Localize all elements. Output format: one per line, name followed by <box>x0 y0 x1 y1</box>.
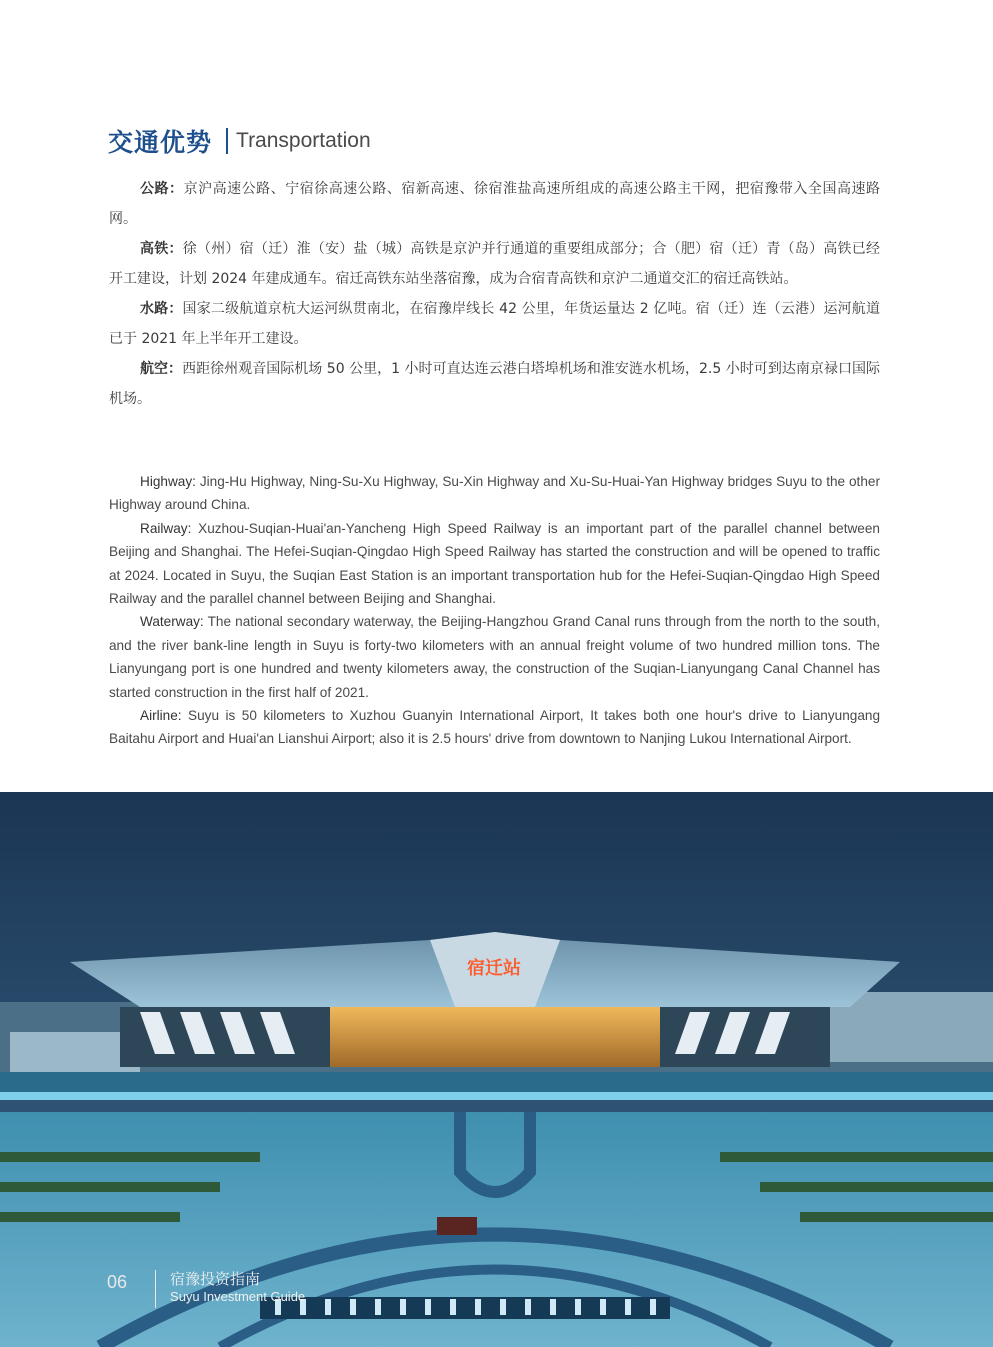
en-paragraph-airline <box>109 704 880 751</box>
footer-divider <box>155 1270 156 1308</box>
page-number: 06 <box>107 1272 128 1292</box>
en-text-waterway: The national secondary waterway, the Beijing-Hangzhou Grand Canal runs through from the north to the south, and the river bank-line length in Suyu is forty-two kilometers with an annual freight volume of two hundred million tons. The Lianyungang port is one hundred and twenty kilometers away, the construction of the Suqian-Lianyungang Canal Channel has started construction in the first half of 2021. <box>109 614 880 700</box>
cn-label-railway: 高铁： <box>140 241 183 257</box>
cn-text-railway: 徐（州）宿（迁）淮（安）盐（城）高铁是京沪并行通道的重要组成部分；合（肥）宿（迁）青（岛）高铁已经开工建设，计划 2024 年建成通车。宿迁高铁东站坐落宿豫，成为合宿青高铁和京沪二通道交汇的宿迁高铁站。 <box>109 241 881 287</box>
en-text-airline: Suyu is 50 kilometers to Xuzhou Guanyin International Airport, It takes both one hour's drive to Lianyungang Baitahu Airport and Huai'an Lianshui Airport; also it is 2.5 hours' drive from downtown to Nanjing Lukou International Airport. <box>109 708 880 747</box>
cn-paragraph-highway <box>109 174 880 234</box>
station-sign: 宿迁站 <box>467 958 521 979</box>
en-paragraph-highway <box>109 470 880 517</box>
cn-label-airline: 航空： <box>140 361 183 377</box>
en-text-highway: Jing-Hu Highway, Ning-Su-Xu Highway, Su-Xin Highway and Xu-Su-Huai-Yan Highway bridges Suyu to the other Highway around China. <box>109 474 880 513</box>
cn-text-highway: 京沪高速公路、宁宿徐高速公路、宿新高速、徐宿淮盐高速所组成的高速公路主干网，把宿豫带入全国高速路网。 <box>109 181 880 227</box>
en-label-waterway: Waterway: <box>140 614 204 630</box>
cn-paragraph-airline <box>109 354 880 414</box>
footer-title-en: Suyu Investment Guide <box>170 1289 306 1304</box>
station-illustration <box>0 792 993 1347</box>
cn-paragraph-waterway <box>109 294 880 354</box>
cn-paragraph-railway <box>109 234 880 294</box>
cn-text-waterway: 国家二级航道京杭大运河纵贯南北，在宿豫岸线长 42 公里，年货运量达 2 亿吨。宿（迁）连（云港）运河航道已于 2021 年上半年开工建设。 <box>109 301 880 347</box>
station-night-photo <box>0 792 993 1347</box>
section-header <box>108 124 371 158</box>
road-light-strip <box>0 1092 993 1100</box>
chinese-body <box>109 174 880 414</box>
cn-label-highway: 公路： <box>140 181 184 197</box>
cn-text-airline: 西距徐州观音国际机场 50 公里，1 小时可直达连云港白塔埠机场和淮安涟水机场，2.5 小时可到达南京禄口国际机场。 <box>109 361 880 407</box>
title-divider <box>226 128 228 154</box>
section-title-cn: 交通优势 <box>108 128 213 157</box>
en-text-railway: Xuzhou-Suqian-Huai'an-Yancheng High Speed Railway is an important part of the parallel channel between Beijing and Shanghai. The Hefei-Suqian-Qingdao High Speed Railway has started the construction and will be opened to traffic at 2024. Located in Suyu, the Suqian East Station is an important transportation hub for the Hefei-Suqian-Qingdao High Speed Railway and the parallel channel between Beijing and Shanghai. <box>109 520 880 607</box>
section-title-en: Transportation <box>236 129 371 152</box>
page-footer <box>107 1270 305 1310</box>
footer-title-cn: 宿豫投资指南 <box>170 1270 261 1288</box>
en-paragraph-railway <box>109 517 880 611</box>
footer-title <box>170 1270 305 1305</box>
en-label-railway: Railway: <box>140 520 192 536</box>
lit-hall <box>330 1007 660 1067</box>
plaza-sculpture <box>437 1217 477 1235</box>
en-label-highway: Highway: <box>140 474 196 489</box>
fountain-strip <box>260 1297 670 1319</box>
en-paragraph-waterway <box>109 610 880 704</box>
cn-label-waterway: 水路： <box>140 301 183 317</box>
english-body <box>109 470 880 751</box>
en-label-airline: Airline: <box>140 708 182 724</box>
